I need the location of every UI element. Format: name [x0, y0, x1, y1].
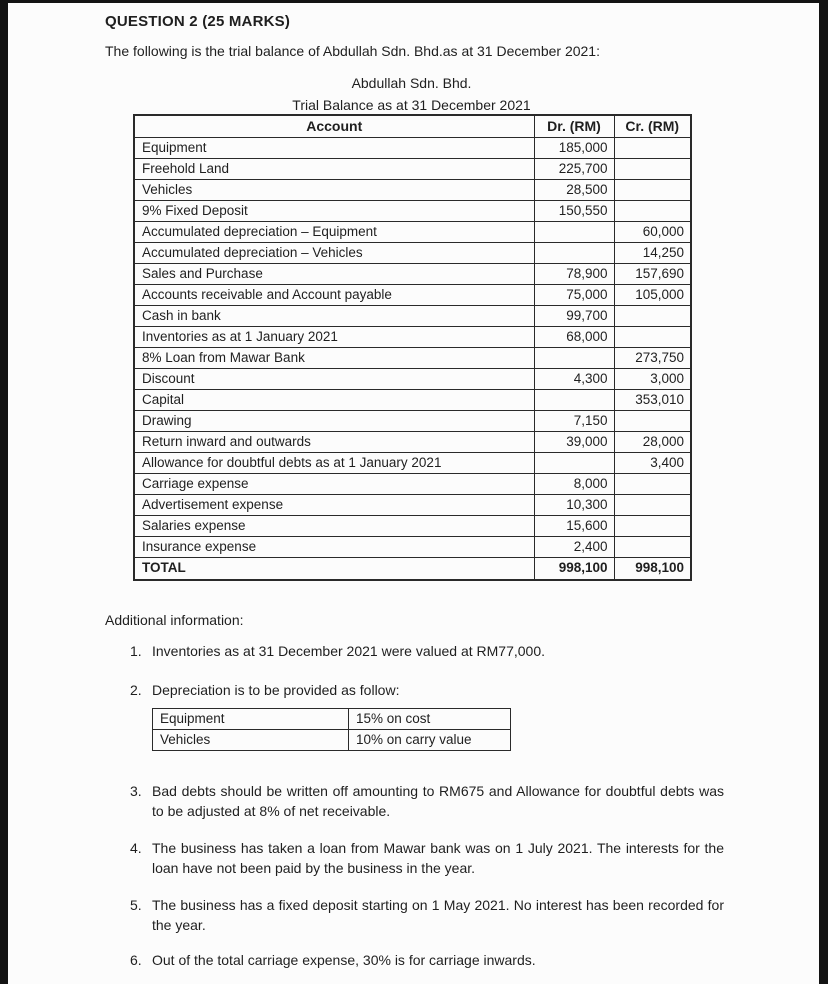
cr-cell — [614, 515, 691, 536]
account-cell: Cash in bank — [134, 305, 534, 326]
account-cell: Freehold Land — [134, 158, 534, 179]
item-number: 2. — [130, 682, 142, 698]
item-number: 1. — [130, 643, 142, 659]
table-row — [134, 515, 691, 536]
cr-cell — [614, 200, 691, 221]
dr-cell: 99,700 — [534, 305, 614, 326]
cr-cell: 353,010 — [614, 389, 691, 410]
dr-cell: 78,900 — [534, 263, 614, 284]
account-cell: Accounts receivable and Account payable — [134, 284, 534, 305]
dr-cell: 185,000 — [534, 137, 614, 158]
list-item-6 — [130, 951, 724, 971]
dr-cell: 150,550 — [534, 200, 614, 221]
cr-cell: 14,250 — [614, 242, 691, 263]
depreciation-table — [152, 708, 511, 751]
table-row — [134, 200, 691, 221]
table-row — [134, 158, 691, 179]
question-title: QUESTION 2 (25 MARKS) — [105, 13, 291, 30]
table-row — [134, 473, 691, 494]
table-row — [134, 137, 691, 158]
cr-cell — [614, 473, 691, 494]
dr-cell: 4,300 — [534, 368, 614, 389]
account-cell: Discount — [134, 368, 534, 389]
statement-heading — [133, 72, 690, 116]
dep-rate-cell: 10% on carry value — [349, 730, 511, 751]
dr-cell: 225,700 — [534, 158, 614, 179]
header-account: Account — [134, 115, 534, 137]
additional-info-heading: Additional information: — [105, 612, 244, 628]
statement-title: Trial Balance as at 31 December 2021 — [292, 97, 531, 113]
table-row — [134, 284, 691, 305]
table-row — [134, 305, 691, 326]
dep-rate-cell: 15% on cost — [349, 709, 511, 730]
dr-cell: 7,150 — [534, 410, 614, 431]
account-cell: Return inward and outwards — [134, 431, 534, 452]
list-item-3 — [130, 782, 724, 821]
photo-border-top — [0, 0, 828, 3]
item-text: Depreciation is to be provided as follow: — [152, 682, 400, 698]
dr-cell: 8,000 — [534, 473, 614, 494]
cr-cell: 3,400 — [614, 452, 691, 473]
table-row — [153, 709, 511, 730]
cr-cell: 273,750 — [614, 347, 691, 368]
item-text: Bad debts should be written off amounting to RM675 and Allowance for doubtful debts was to be adjusted at 8% of net receivable. — [152, 783, 724, 819]
dr-cell: 39,000 — [534, 431, 614, 452]
table-row — [134, 347, 691, 368]
item-text: The business has a fixed deposit starting on 1 May 2021. No interest has been recorded for the year. — [152, 897, 724, 933]
item-number: 3. — [130, 783, 142, 799]
dep-item-cell: Equipment — [153, 709, 349, 730]
table-header-row — [134, 115, 691, 137]
cr-cell — [614, 494, 691, 515]
dr-cell — [534, 242, 614, 263]
table-row — [134, 410, 691, 431]
dr-cell — [534, 452, 614, 473]
table-row — [134, 389, 691, 410]
account-cell: 8% Loan from Mawar Bank — [134, 347, 534, 368]
account-cell: Sales and Purchase — [134, 263, 534, 284]
table-row — [134, 536, 691, 557]
list-item-4 — [130, 839, 724, 878]
account-cell: Carriage expense — [134, 473, 534, 494]
intro-text: The following is the trial balance of Abdullah Sdn. Bhd.as at 31 December 2021: — [105, 43, 600, 59]
table-row — [134, 368, 691, 389]
item-text: The business has taken a loan from Mawar bank was on 1 July 2021. The interests for the loan have not been paid by the business in the year. — [152, 840, 724, 876]
header-cr: Cr. (RM) — [614, 115, 691, 137]
account-cell: Vehicles — [134, 179, 534, 200]
total-dr: 998,100 — [534, 557, 614, 580]
cr-cell — [614, 158, 691, 179]
total-cr: 998,100 — [614, 557, 691, 580]
account-cell: Allowance for doubtful debts as at 1 January 2021 — [134, 452, 534, 473]
account-cell: Insurance expense — [134, 536, 534, 557]
list-item-2 — [130, 681, 724, 701]
item-number: 5. — [130, 897, 142, 913]
cr-cell: 105,000 — [614, 284, 691, 305]
cr-cell: 157,690 — [614, 263, 691, 284]
dr-cell: 75,000 — [534, 284, 614, 305]
item-number: 4. — [130, 840, 142, 856]
table-total-row — [134, 557, 691, 580]
company-name: Abdullah Sdn. Bhd. — [351, 75, 472, 91]
cr-cell: 28,000 — [614, 431, 691, 452]
dr-cell: 15,600 — [534, 515, 614, 536]
photo-border-left — [0, 0, 8, 984]
dr-cell: 2,400 — [534, 536, 614, 557]
dr-cell: 68,000 — [534, 326, 614, 347]
account-cell: Drawing — [134, 410, 534, 431]
item-text: Inventories as at 31 December 2021 were valued at RM77,000. — [152, 643, 546, 659]
cr-cell — [614, 410, 691, 431]
table-row — [153, 730, 511, 751]
cr-cell — [614, 137, 691, 158]
dr-cell — [534, 347, 614, 368]
list-item-1 — [130, 642, 724, 662]
cr-cell — [614, 326, 691, 347]
table-row — [134, 326, 691, 347]
cr-cell: 60,000 — [614, 221, 691, 242]
cr-cell — [614, 305, 691, 326]
total-label: TOTAL — [134, 557, 534, 580]
account-cell: Accumulated depreciation – Vehicles — [134, 242, 534, 263]
table-row — [134, 263, 691, 284]
dr-cell: 10,300 — [534, 494, 614, 515]
account-cell: Accumulated depreciation – Equipment — [134, 221, 534, 242]
table-row — [134, 242, 691, 263]
dr-cell: 28,500 — [534, 179, 614, 200]
account-cell: Equipment — [134, 137, 534, 158]
trial-balance-table — [133, 114, 692, 581]
item-text: Out of the total carriage expense, 30% is for carriage inwards. — [152, 952, 536, 968]
dr-cell — [534, 221, 614, 242]
dr-cell — [534, 389, 614, 410]
cr-cell: 3,000 — [614, 368, 691, 389]
photo-border-right — [819, 0, 828, 984]
table-row — [134, 179, 691, 200]
account-cell: Salaries expense — [134, 515, 534, 536]
account-cell: 9% Fixed Deposit — [134, 200, 534, 221]
account-cell: Capital — [134, 389, 534, 410]
dep-item-cell: Vehicles — [153, 730, 349, 751]
list-item-5 — [130, 896, 724, 935]
account-cell: Inventories as at 1 January 2021 — [134, 326, 534, 347]
table-row — [134, 221, 691, 242]
account-cell: Advertisement expense — [134, 494, 534, 515]
header-dr: Dr. (RM) — [534, 115, 614, 137]
cr-cell — [614, 536, 691, 557]
table-row — [134, 494, 691, 515]
item-number: 6. — [130, 952, 142, 968]
table-row — [134, 431, 691, 452]
table-row — [134, 452, 691, 473]
cr-cell — [614, 179, 691, 200]
